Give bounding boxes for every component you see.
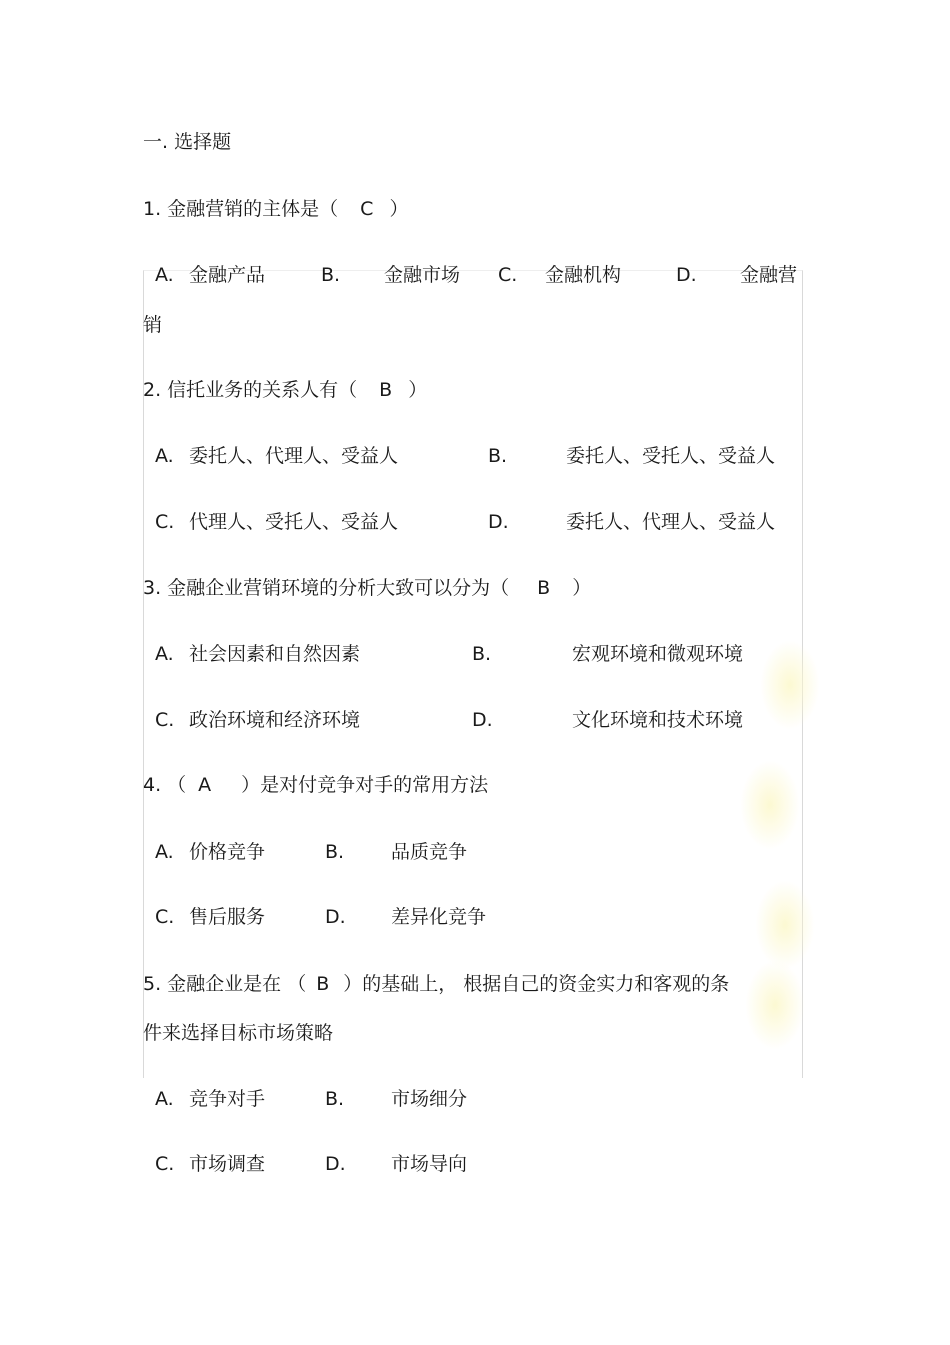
question-stem-text: 2. 信托业务的关系人有（ — [143, 379, 358, 401]
answer-letter: B — [379, 379, 393, 401]
question-stem-text: ） — [408, 379, 428, 401]
option-text: 政治环境和经济环境 — [189, 709, 361, 731]
option-text: 文化环境和技术环境 — [572, 709, 744, 731]
option-text: 市场调查 — [189, 1153, 266, 1175]
question-stem-text: ） — [572, 577, 592, 599]
option-text: 金融营 — [740, 264, 798, 286]
option-letter: C. — [155, 1153, 175, 1175]
option-text: 品质竞争 — [391, 841, 468, 863]
section-title: 一. 选择题 — [143, 131, 232, 153]
option-text-wrap: 销 — [143, 314, 163, 336]
option-letter: D. — [472, 709, 493, 731]
option-text: 委托人、代理人、受益人 — [189, 445, 399, 467]
background-wash — [745, 960, 805, 1050]
option-text: 差异化竞争 — [391, 906, 487, 928]
option-text: 金融机构 — [545, 264, 622, 286]
option-text: 代理人、受托人、受益人 — [189, 511, 399, 533]
option-letter: D. — [325, 1153, 346, 1175]
option-text: 价格竞争 — [189, 841, 266, 863]
question-stem-text: ）是对付竞争对手的常用方法 — [241, 774, 489, 796]
question-stem-text: 4. （ — [143, 774, 187, 796]
background-wash — [755, 880, 815, 970]
option-text: 竞争对手 — [189, 1088, 266, 1110]
question-2-stem — [143, 378, 427, 402]
question-stem-text: ）的基础上， 根据自己的资金实力和客观的条 — [343, 973, 730, 995]
background-wash — [760, 640, 820, 730]
option-letter: B. — [488, 445, 508, 467]
question-3-stem — [143, 576, 591, 600]
answer-letter: A — [198, 774, 212, 796]
option-letter: D. — [488, 511, 509, 533]
option-letter: A. — [155, 841, 174, 863]
option-letter: A. — [155, 1088, 174, 1110]
option-letter: A. — [155, 264, 174, 286]
answer-letter: B — [537, 577, 551, 599]
option-letter: A. — [155, 643, 174, 665]
question-5-stem-continued: 件来选择目标市场策略 — [143, 1022, 334, 1044]
question-4-stem — [143, 773, 488, 797]
option-text: 金融市场 — [384, 264, 461, 286]
question-stem-text: 1. 金融营销的主体是（ — [143, 198, 339, 220]
question-stem-text: ） — [389, 198, 409, 220]
answer-letter: C — [360, 198, 374, 220]
option-letter: D. — [676, 264, 697, 286]
answer-letter: B — [316, 973, 330, 995]
option-text: 委托人、受托人、受益人 — [566, 445, 776, 467]
option-letter: C. — [155, 511, 175, 533]
question-stem-text: 3. 金融企业营销环境的分析大致可以分为（ — [143, 577, 510, 599]
background-wash — [740, 760, 800, 850]
option-text: 宏观环境和微观环境 — [572, 643, 744, 665]
option-letter: B. — [325, 1088, 345, 1110]
question-1-stem — [143, 197, 408, 221]
option-letter: A. — [155, 445, 174, 467]
option-text: 售后服务 — [189, 906, 266, 928]
option-letter: B. — [325, 841, 345, 863]
option-text: 市场导向 — [391, 1153, 468, 1175]
option-letter: C. — [498, 264, 518, 286]
option-letter: B. — [321, 264, 341, 286]
option-text: 金融产品 — [189, 264, 266, 286]
option-letter: C. — [155, 906, 175, 928]
option-letter: C. — [155, 709, 175, 731]
option-text: 社会因素和自然因素 — [189, 643, 361, 665]
question-stem-text: 5. 金融企业是在 （ — [143, 973, 307, 995]
question-5-stem — [143, 972, 729, 996]
option-letter: B. — [472, 643, 492, 665]
option-letter: D. — [325, 906, 346, 928]
option-text: 市场细分 — [391, 1088, 468, 1110]
option-text: 委托人、代理人、受益人 — [566, 511, 776, 533]
